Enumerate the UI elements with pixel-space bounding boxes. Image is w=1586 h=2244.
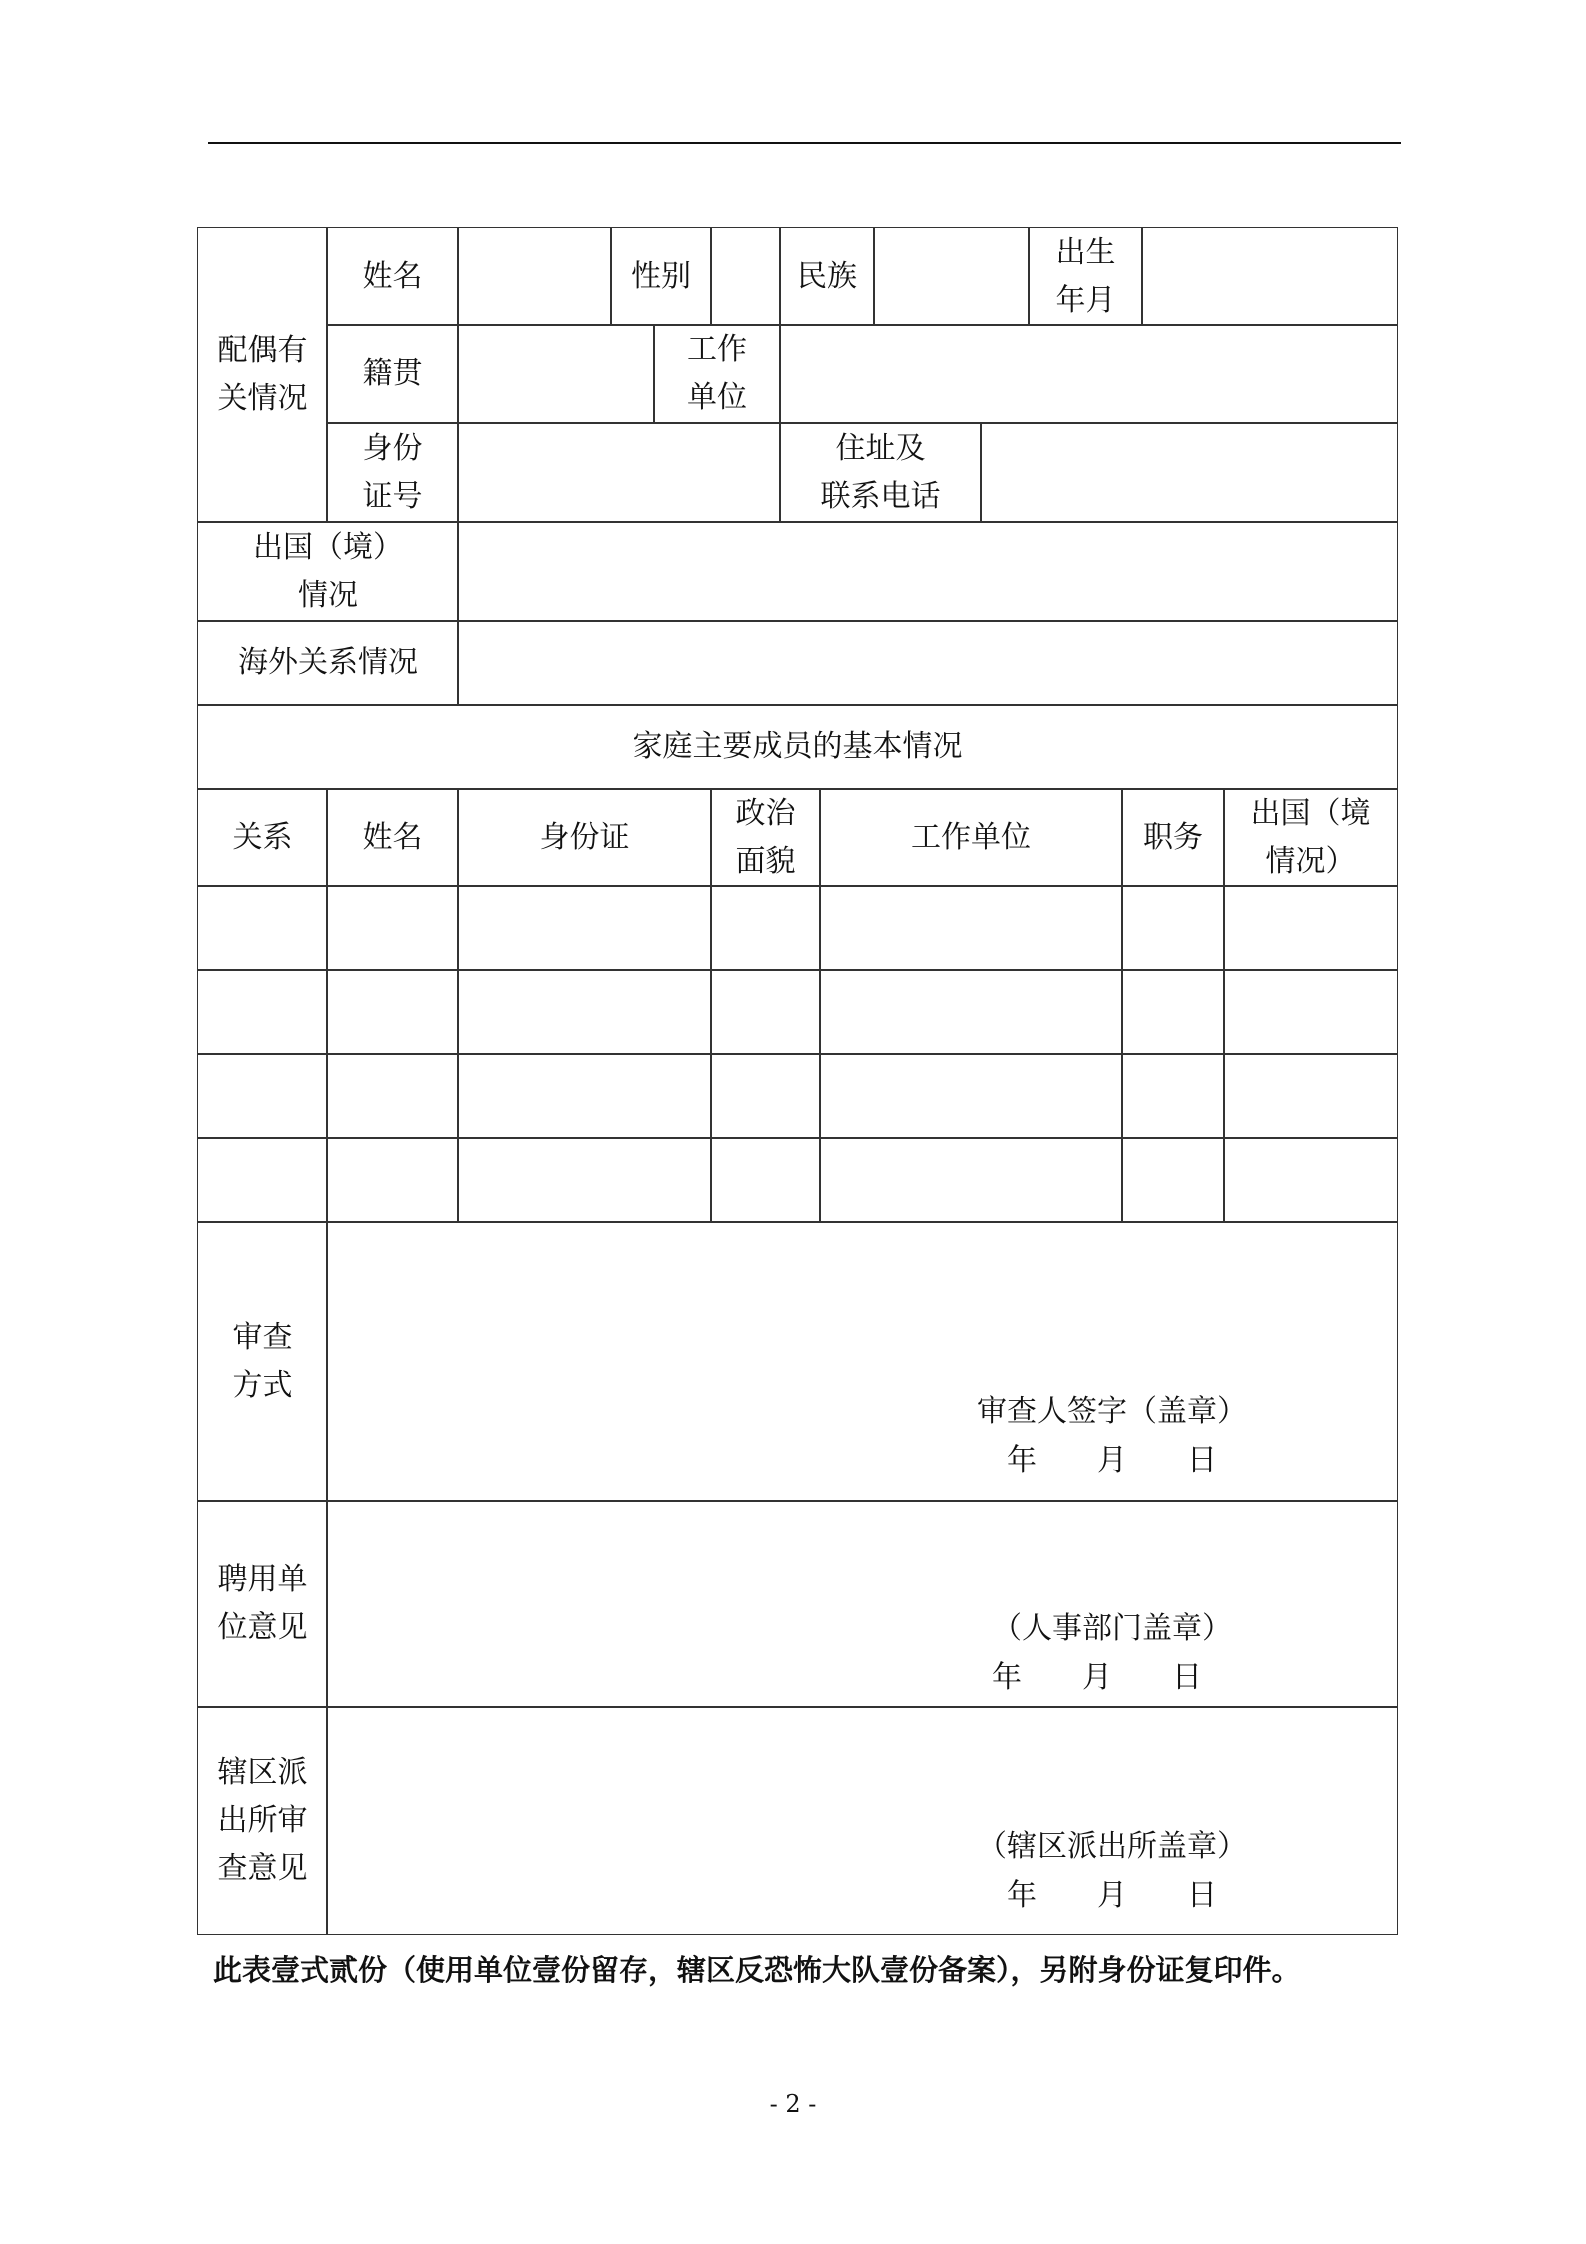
table-cell[interactable] xyxy=(1223,885,1398,971)
table-cell[interactable] xyxy=(197,969,328,1055)
employer-stamp: （人事部门盖章） xyxy=(992,1611,1232,1646)
table-cell[interactable] xyxy=(457,1053,712,1139)
spouse-work-unit-input[interactable] xyxy=(779,324,1398,424)
police-stamp: （辖区派出所盖章） xyxy=(977,1829,1247,1864)
table-cell[interactable] xyxy=(1223,1053,1398,1139)
spouse-work-unit-label: 工作 单位 xyxy=(653,324,781,424)
family-header-abroad: 出国（境 情况） xyxy=(1223,788,1398,887)
family-header-relation: 关系 xyxy=(197,788,328,887)
spouse-origin-label: 籍贯 xyxy=(326,324,459,424)
table-cell[interactable] xyxy=(1121,969,1225,1055)
spouse-id-label: 身份 证号 xyxy=(326,422,459,523)
review-date: 年 月 日 xyxy=(1007,1443,1217,1478)
table-cell[interactable] xyxy=(710,969,821,1055)
table-cell[interactable] xyxy=(1223,1137,1398,1223)
police-date: 年 月 日 xyxy=(1007,1878,1217,1913)
review-signature: 审查人签字（盖章） xyxy=(977,1394,1247,1429)
employer-label: 聘用单 位意见 xyxy=(197,1500,328,1708)
table-cell[interactable] xyxy=(1121,1137,1225,1223)
table-cell[interactable] xyxy=(197,1137,328,1223)
header-rule xyxy=(208,142,1401,144)
table-cell[interactable] xyxy=(326,969,459,1055)
table-cell[interactable] xyxy=(1121,885,1225,971)
overseas-label: 海外关系情况 xyxy=(197,620,459,706)
footnote: 此表壹式贰份（使用单位壹份留存，辖区反恐怖大队壹份备案），另附身份证复印件。 xyxy=(213,1953,1301,1987)
table-cell[interactable] xyxy=(457,1137,712,1223)
page-number: - 2 - xyxy=(769,2090,817,2118)
spouse-origin-input[interactable] xyxy=(457,324,655,424)
table-cell[interactable] xyxy=(710,1053,821,1139)
table-cell[interactable] xyxy=(197,885,328,971)
overseas-input[interactable] xyxy=(457,620,1398,706)
spouse-name-label: 姓名 xyxy=(326,227,459,326)
abroad-input[interactable] xyxy=(457,521,1398,622)
table-cell[interactable] xyxy=(326,1137,459,1223)
table-cell[interactable] xyxy=(1121,1053,1225,1139)
table-cell[interactable] xyxy=(1223,969,1398,1055)
family-section-title: 家庭主要成员的基本情况 xyxy=(197,704,1398,790)
table-cell[interactable] xyxy=(457,969,712,1055)
table-cell[interactable] xyxy=(197,1053,328,1139)
abroad-label: 出国（境） 情况 xyxy=(197,521,459,622)
family-header-name: 姓名 xyxy=(326,788,459,887)
registration-form xyxy=(197,227,1398,1935)
employer-date: 年 月 日 xyxy=(992,1660,1202,1695)
table-cell[interactable] xyxy=(819,1053,1123,1139)
family-header-political: 政治 面貌 xyxy=(710,788,821,887)
spouse-address-input[interactable] xyxy=(980,422,1398,523)
table-cell[interactable] xyxy=(457,885,712,971)
review-label: 审查 方式 xyxy=(197,1221,328,1502)
table-cell[interactable] xyxy=(819,885,1123,971)
family-header-position: 职务 xyxy=(1121,788,1225,887)
spouse-birth-input[interactable] xyxy=(1141,227,1398,326)
table-cell[interactable] xyxy=(819,1137,1123,1223)
spouse-address-label: 住址及 联系电话 xyxy=(779,422,982,523)
table-cell[interactable] xyxy=(326,885,459,971)
spouse-ethnicity-input[interactable] xyxy=(873,227,1030,326)
family-header-work-unit: 工作单位 xyxy=(819,788,1123,887)
table-cell[interactable] xyxy=(710,885,821,971)
police-label: 辖区派 出所审 查意见 xyxy=(197,1706,328,1935)
spouse-gender-label: 性别 xyxy=(610,227,712,326)
spouse-name-input[interactable] xyxy=(457,227,612,326)
spouse-id-input[interactable] xyxy=(457,422,781,523)
table-cell[interactable] xyxy=(326,1053,459,1139)
spouse-birth-label: 出生 年月 xyxy=(1028,227,1143,326)
spouse-ethnicity-label: 民族 xyxy=(779,227,875,326)
family-header-id: 身份证 xyxy=(457,788,712,887)
spouse-section-label: 配偶有 关情况 xyxy=(197,227,328,523)
table-cell[interactable] xyxy=(819,969,1123,1055)
spouse-gender-input[interactable] xyxy=(710,227,781,326)
table-cell[interactable] xyxy=(710,1137,821,1223)
